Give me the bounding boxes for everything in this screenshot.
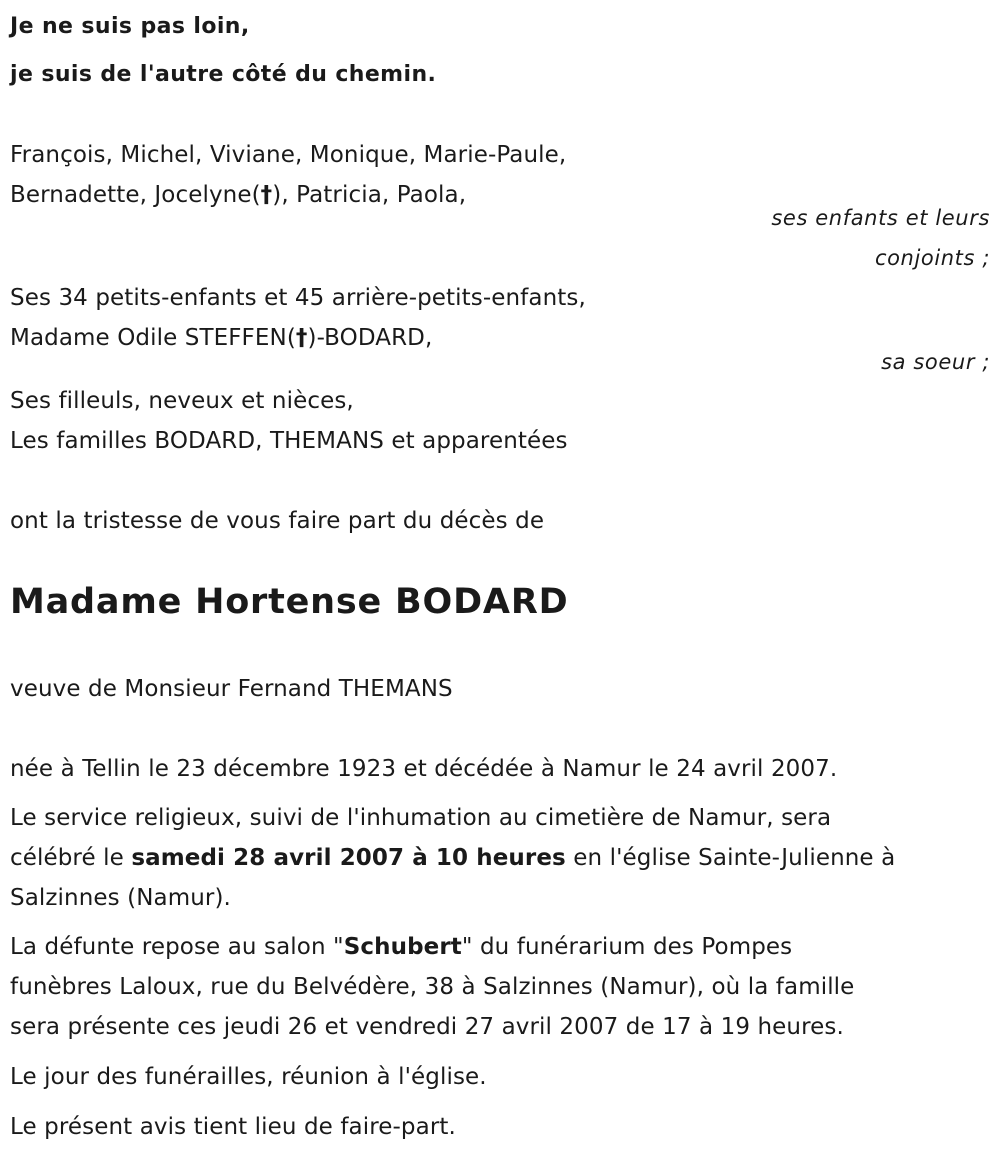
visitation-line-1 bbox=[10, 933, 792, 961]
sister-role: sa soeur ; bbox=[881, 350, 990, 374]
sister-line-text-b: )-BODARD, bbox=[307, 325, 433, 351]
relatives-line-1: Ses filleuls, neveux et nièces, bbox=[10, 388, 354, 414]
epigraph-line-2: je suis de l'autre côté du chemin. bbox=[10, 62, 437, 87]
epigraph-line-1: Je ne suis pas loin, bbox=[10, 14, 250, 39]
widow-of-line: veuve de Monsieur Fernand THEMANS bbox=[10, 676, 453, 702]
children-role-line-2: conjoints ; bbox=[874, 246, 990, 270]
visitation-line-1-text-a: La défunte repose au salon " bbox=[10, 934, 344, 960]
visitation-line-3: sera présente ces jeudi 26 et vendredi 27 avril 2007 de 17 à 19 heures. bbox=[10, 1014, 844, 1040]
children-line-2 bbox=[10, 181, 466, 209]
cross-symbol: † bbox=[260, 182, 273, 208]
service-line-3: Salzinnes (Namur). bbox=[10, 885, 231, 911]
closing-note: Le présent avis tient lieu de faire-part. bbox=[10, 1114, 456, 1140]
cross-symbol: † bbox=[295, 325, 308, 351]
sister-line-text-a: Madame Odile STEFFEN( bbox=[10, 325, 296, 351]
children-role-line-1: ses enfants et leurs bbox=[771, 206, 990, 230]
children-line-2-text-b: ), Patricia, Paola, bbox=[272, 182, 467, 208]
grandchildren-line: Ses 34 petits-enfants et 45 arrière-petits-enfants, bbox=[10, 285, 586, 311]
service-line-2-text-a: célébré le bbox=[10, 845, 132, 871]
children-line-2-text-a: Bernadette, Jocelyne( bbox=[10, 182, 261, 208]
deceased-name: Madame Hortense BODARD bbox=[10, 582, 569, 622]
children-line-1: François, Michel, Viviane, Monique, Marie-Paule, bbox=[10, 142, 567, 168]
visitation-line-2: funèbres Laloux, rue du Belvédère, 38 à Salzinnes (Namur), où la famille bbox=[10, 974, 855, 1000]
service-line-1: Le service religieux, suivi de l'inhumation au cimetière de Namur, sera bbox=[10, 805, 832, 831]
salon-name: Schubert bbox=[343, 934, 462, 960]
service-date-time: samedi 28 avril 2007 à 10 heures bbox=[131, 845, 566, 871]
service-line-2-text-b: en l'église Sainte-Julienne à bbox=[565, 845, 896, 871]
birth-death-line: née à Tellin le 23 décembre 1923 et décédée à Namur le 24 avril 2007. bbox=[10, 756, 838, 782]
service-line-2 bbox=[10, 844, 895, 872]
relatives-line-2: Les familles BODARD, THEMANS et apparentées bbox=[10, 428, 568, 454]
visitation-line-1-text-b: " du funérarium des Pompes bbox=[461, 934, 793, 960]
funeral-meeting-line: Le jour des funérailles, réunion à l'église. bbox=[10, 1064, 487, 1090]
sister-line bbox=[10, 324, 432, 352]
announcement-text: ont la tristesse de vous faire part du décès de bbox=[10, 508, 545, 534]
